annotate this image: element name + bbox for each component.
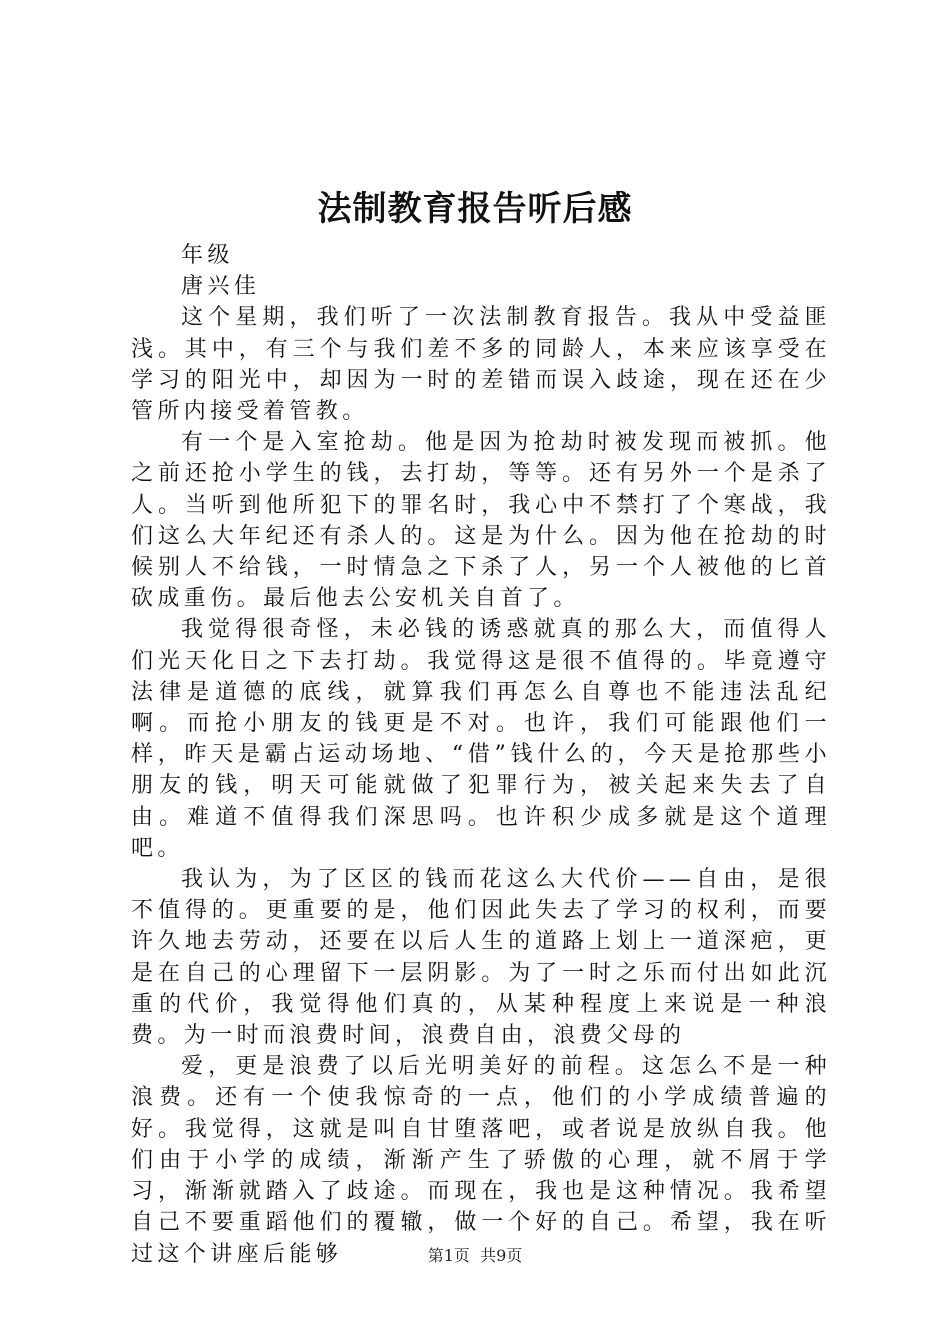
body-paragraph-1: 这个星期，我们听了一次法制教育报告。我从中受益匪浅。其中，有三个与我们差不多的同龄人，本来应该享受在学习的阳光中，却因为一时的差错而误入歧途，现在还在少管所内接受着管教。 (131, 305, 831, 425)
page-number: 第1页 (427, 1246, 470, 1265)
body-paragraph-3: 我觉得很奇怪，未必钱的诱惑就真的那么大，而值得人们光天化日之下去打劫。我觉得这是很不值得的。毕竟遵守法律是道德的底线，就算我们再怎么自尊也不能违法乱纪啊。而抢小朋友的钱更是不对。也许，我们可能跟他们一样，昨天是霸占运动场地、“借”钱什么的，今天是抢那些小朋友的钱，明天可能就做了犯罪行为，被关起来失去了自由。难道不值得我们深思吗。也许积少成多就是这个道理吧。 (131, 617, 831, 861)
grade-label: 年级 (181, 243, 234, 268)
author-name: 唐兴佳 (181, 274, 261, 300)
document-title: 法制教育报告听后感 (317, 189, 633, 229)
body-paragraph-2: 有一个是入室抢劫。他是因为抢劫时被发现而被抓。他之前还抢小学生的钱，去打劫，等等。还有另外一个是杀了人。当听到他所犯下的罪名时，我心中不禁打了个寒战，我们这么大年纪还有杀人的。这是为什么。因为他在抢劫的时候别人不给钱，一时情急之下杀了人，另一个人被他的匕首砍成重伤。最后他去公安机关自首了。 (131, 430, 831, 612)
page-total: 共9页 (480, 1246, 523, 1265)
body-paragraph-4: 我认为，为了区区的钱而花这么大代价——自由，是很不值得的。更重要的是，他们因此失去了学习的权利，而要许久地去劳动，还要在以后人生的道路上划上一道深疤，更是在自己的心理留下一层阴影。为了一时之乐而付出如此沉重的代价，我觉得他们真的，从某种程度上来说是一种浪费。为一时而浪费时间，浪费自由，浪费父母的 (131, 867, 831, 1049)
document-body (131, 240, 831, 1270)
body-paragraph-5: 爱，更是浪费了以后光明美好的前程。这怎么不是一种浪费。还有一个使我惊奇的一点，他们的小学成绩普遍的好。我觉得，这就是叫自甘堕落吧，或者说是放纵自我。他们由于小学的成绩，渐渐产生了骄傲的心理，就不屑于学习，渐渐就踏入了歧途。而现在，我也是这种情况。我希望自己不要重蹈他们的覆辙，做一个好的自己。希望，我在听过这个讲座后能够 (131, 1054, 831, 1267)
page-footer (0, 1246, 950, 1266)
